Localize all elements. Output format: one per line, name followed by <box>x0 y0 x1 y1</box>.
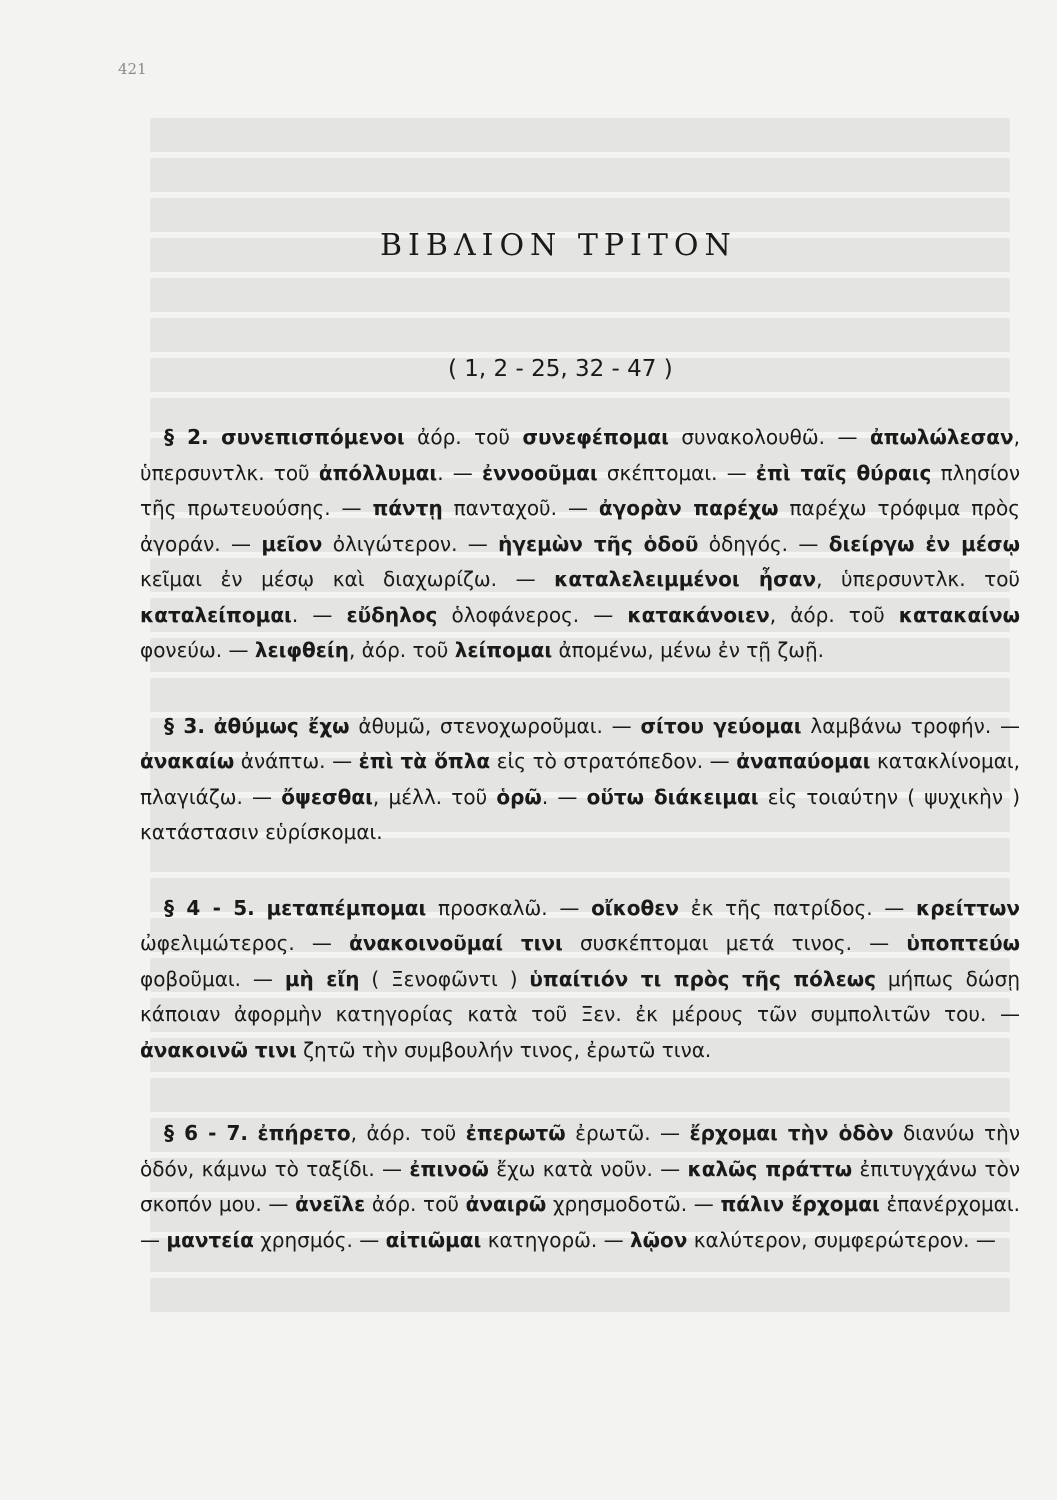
definition-text: ὠφελιμώτερος. — <box>140 931 350 955</box>
page-number: 421 <box>118 60 147 78</box>
headword: ἀπωλώλεσαν <box>869 425 1014 449</box>
section-body <box>140 896 1020 1062</box>
section-2 <box>140 420 1020 669</box>
headword: ἡγεμὼν τῆς ὁδοῦ <box>498 531 699 556</box>
section-body <box>140 1121 1020 1252</box>
headword: μὴ εἴη <box>284 966 360 991</box>
definition-text: παρέχω τρόφιμα πρὸς ἀγοράν. — <box>140 496 1020 556</box>
definition-text: . — <box>437 460 483 485</box>
definition-text: . — <box>541 784 587 809</box>
definition-text: κατηγορῶ. — <box>481 1227 630 1252</box>
section-body <box>140 714 1020 845</box>
headword: ἀναιρῶ <box>465 1192 547 1216</box>
headword: συνεφέπομαι <box>522 425 669 449</box>
chapter-range: ( 1, 2 - 25, 32 - 47 ) <box>448 356 673 382</box>
definition-text: κατακλίνομαι, πλαγιάζω. — <box>140 749 1021 809</box>
headword: λειφθείη <box>254 638 349 662</box>
definition-text: μήπως δώσῃ κάποιαν ἀφορμὴν κατηγορίας κατὰ τοῦ Ξεν. ἐκ μέρους τῶν συμπολιτῶν του. — <box>140 966 1020 1026</box>
headword: λείπομαι <box>454 638 553 662</box>
headword: ἐπήρετο <box>257 1121 351 1145</box>
headword: εὔδηλος <box>346 602 438 627</box>
definition-text: καλύτερον, συμφερώτερον. — <box>687 1227 996 1252</box>
definition-text: φονεύω. — <box>140 638 255 662</box>
definition-text: ἀόρ. τοῦ <box>404 425 523 449</box>
headword: ἀθύμως ἔχω <box>213 713 350 738</box>
definition-text: λαμβάνω τροφήν. — <box>801 713 1021 738</box>
headword: οἴκοθεν <box>591 895 680 920</box>
headword: ἐπερωτῶ <box>465 1121 566 1145</box>
section-4-5 <box>140 891 1020 1069</box>
headword: ἀγορὰν παρέχω <box>598 496 779 520</box>
headword: καλῶς πράττω <box>687 1156 853 1181</box>
headword: πάλιν ἔρχομαι <box>720 1192 880 1216</box>
headword: ἀνακαίω <box>140 749 235 773</box>
section-label: § 3. <box>164 713 205 738</box>
headword: ἀπόλλυμαι <box>318 460 438 485</box>
headword: ὑπαίτιόν τι πρὸς τῆς πόλεως <box>529 966 876 991</box>
headword: ὑποπτεύω <box>906 931 1020 955</box>
headword: καταλελειμμένοι ἦσαν <box>554 567 817 591</box>
definition-text: πλησίον τῆς πρωτευούσης. — <box>140 460 1021 520</box>
section-3 <box>140 709 1020 851</box>
headword: κατακαίνω <box>898 602 1020 627</box>
headword: πάντῃ <box>372 496 443 520</box>
definition-text: , ἀόρ. τοῦ <box>348 638 455 662</box>
headword: ἐπὶ ταῖς θύραις <box>755 460 932 485</box>
definition-text: εἰς τοιαύτην ( ψυχικὴν ) κατάστασιν εὑρίσκομαι. <box>140 784 1021 844</box>
headword: ἀνεῖλε <box>295 1192 366 1216</box>
definition-text: ἔχω κατὰ νοῦν. — <box>488 1156 688 1181</box>
definition-text: ἐπανέρχομαι. — <box>140 1192 1020 1252</box>
definition-text: ὀλιγώτερον. — <box>322 531 499 556</box>
headword: αἰτιῶμαι <box>385 1227 482 1252</box>
headword: κατακάνοιεν <box>627 602 770 627</box>
definition-text: , ὑπερσυντλκ. τοῦ <box>816 567 1021 591</box>
definition-text: πανταχοῦ. — <box>442 496 599 520</box>
headword: κρείττων <box>916 895 1021 920</box>
definition-text: προσκαλῶ. — <box>426 895 592 920</box>
definition-text: σκέπτομαι. — <box>597 460 756 485</box>
definition-text: συσκέπτομαι μετά τινος. — <box>562 931 907 955</box>
section-body <box>140 425 1020 662</box>
headword: μαντεία <box>166 1227 254 1252</box>
definition-text: , μέλλ. τοῦ <box>372 784 497 809</box>
definition-text: , ὑπερσυντλκ. τοῦ <box>140 425 1021 485</box>
section-label: § 4 - 5. <box>164 895 255 920</box>
headword: ὁρῶ <box>496 784 542 809</box>
headword: καταλείπομαι <box>140 602 292 627</box>
headword: ἀνακοινῶ τινι <box>140 1037 297 1062</box>
headword: σίτου γεύομαι <box>640 713 802 738</box>
headword: συνεπισπόμενοι <box>221 425 405 449</box>
headword: ἀνακοινοῦμαί τινι <box>349 931 563 955</box>
headword: λῷον <box>629 1227 688 1252</box>
definition-text: , ἀόρ. τοῦ <box>769 602 899 627</box>
definition-text: χρησμοδοτῶ. — <box>546 1192 721 1216</box>
definition-text: ἀθυμῶ, στενοχωροῦμαι. — <box>349 713 641 738</box>
definition-text: ὁδηγός. — <box>698 531 829 556</box>
definition-text: κεῖμαι ἐν μέσῳ καὶ διαχωρίζω. — <box>140 567 555 591</box>
definition-text: εἰς τὸ στρατόπεδον. — <box>490 749 737 773</box>
section-label: § 6 - 7. <box>164 1121 248 1145</box>
section-6-7 <box>140 1116 1020 1258</box>
definition-text: φοβοῦμαι. — <box>140 966 285 991</box>
glossary-content <box>140 420 1020 1298</box>
definition-text: , ἀόρ. τοῦ <box>350 1121 466 1145</box>
definition-text: συνακολουθῶ. — <box>668 425 870 449</box>
headword: ἐπὶ τὰ ὅπλα <box>358 749 491 773</box>
headword: μεταπέμπομαι <box>266 895 427 920</box>
definition-text: ἀπομένω, μένω ἐν τῇ ζωῇ. <box>552 638 824 662</box>
definition-text: ἀνάπτω. — <box>234 749 359 773</box>
definition-text: ἐκ τῆς πατρίδος. — <box>679 895 917 920</box>
definition-text: . — <box>291 602 347 627</box>
definition-text: ὁλοφάνερος. — <box>437 602 628 627</box>
headword: διείργω ἐν μέσῳ <box>828 531 1020 556</box>
definition-text: ζητῶ τὴν συμβουλήν τινος, ἐρωτῶ τινα. <box>296 1037 712 1062</box>
definition-text: ἐρωτῶ. — <box>565 1121 690 1145</box>
definition-text: ἀόρ. τοῦ <box>365 1192 466 1216</box>
page-title: ΒΙΒΛΙΟΝ ΤΡΙΤΟΝ <box>380 228 737 263</box>
headword: μεῖον <box>261 531 323 556</box>
definition-text: χρησμός. — <box>253 1227 386 1252</box>
headword: οὕτω διάκειμαι <box>586 784 759 809</box>
headword: ἐπινοῶ <box>409 1156 489 1181</box>
section-label: § 2. <box>164 425 209 449</box>
definition-text: ἐπιτυγχάνω τὸν σκοπόν μου. — <box>140 1156 1020 1216</box>
definition-text: ( Ξενοφῶντι ) <box>359 966 530 991</box>
headword: ἀναπαύομαι <box>736 749 871 773</box>
headword: ὄψεσθαι <box>281 784 373 809</box>
headword: ἔρχομαι τὴν ὁδὸν <box>689 1121 894 1145</box>
headword: ἐννοοῦμαι <box>482 460 598 485</box>
definition-text: διανύω τὴν ὁδόν, κάμνω τὸ ταξίδι. — <box>140 1121 1020 1181</box>
